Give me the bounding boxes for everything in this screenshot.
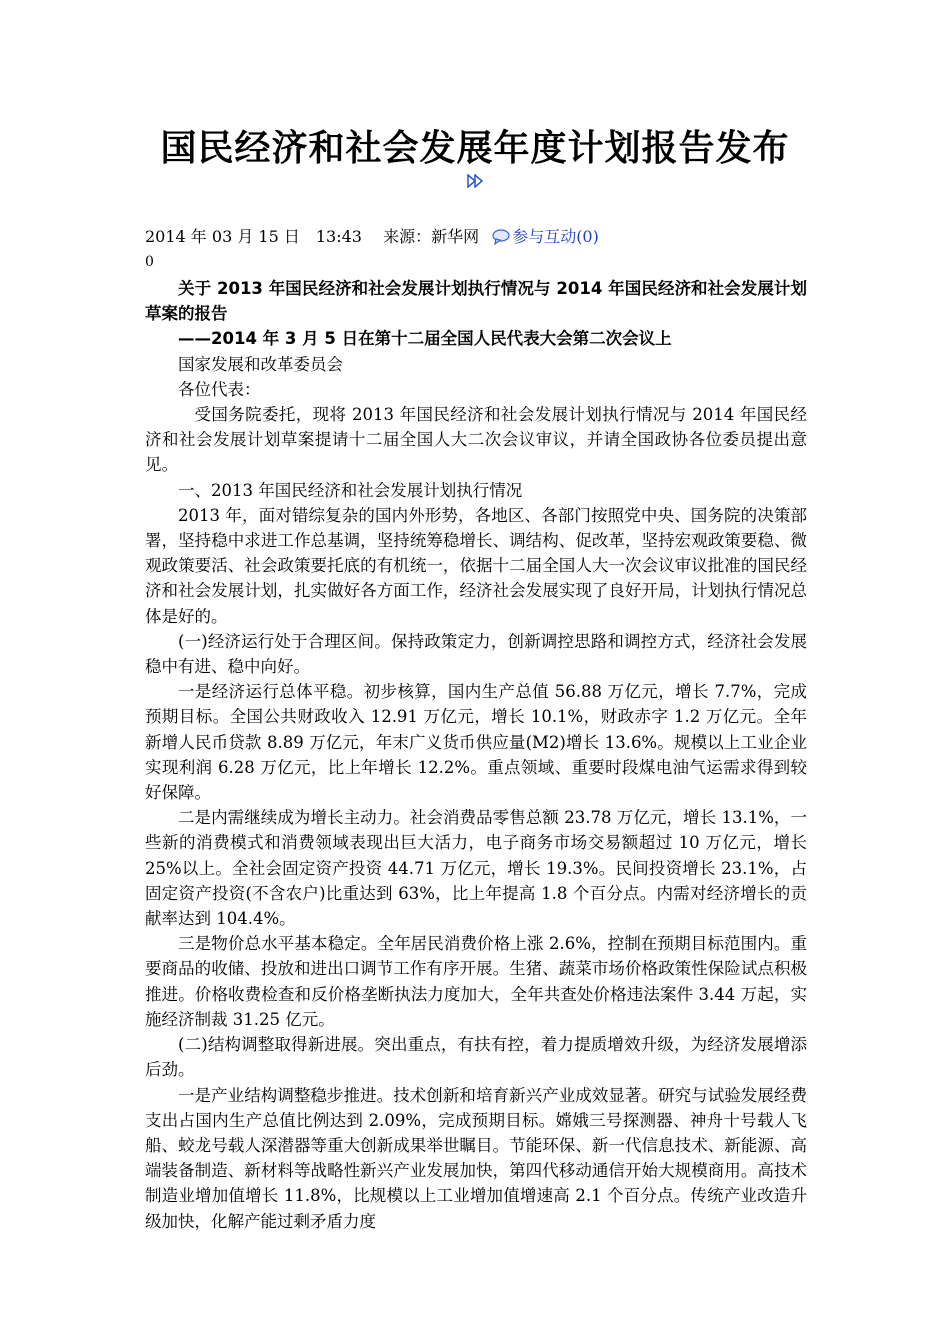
fast-forward-icon[interactable] — [467, 174, 483, 188]
article-meta — [145, 226, 615, 248]
comment-bubble-icon — [492, 229, 510, 245]
publish-date: 2014 年 03 月 15 日 — [145, 227, 300, 246]
news-source: 来源：新华网 — [383, 227, 480, 246]
paragraph: 受国务院委托，现将 2013 年国民经济和社会发展计划执行情况与 2014 年国民经济和社会发展计划草案提请十二届全国人大二次会议审议，并请全国政协各位委员提出意见。 — [145, 405, 807, 475]
page-title: 国民经济和社会发展年度计划报告发布 — [160, 128, 790, 169]
section-heading: 一、2013 年国民经济和社会发展计划执行情况 — [178, 480, 523, 500]
paragraph: 一是产业结构调整稳步推进。技术创新和培育新兴产业成效显著。研究与试验发展经费支出占国内生产总值比例达到 2.09%，完成预期目标。嫦娥三号探测器、神舟十号载人飞船、蛟龙号载人深潜器等重大创新成果举世瞩目。节能环保、新一代信息技术、新能源、高端装备制造、新材料等战略性新兴产业发展加快，第四代移动通信开始大规模商用。高技术制造业增加值增长 11.8%，比规模以上工业增加值增速高 2.1 个百分点。传统产业改造升级加快，化解产能过剩矛盾力度 — [145, 1085, 807, 1231]
paragraph: (二)结构调整取得新进展。突出重点，有扶有控，着力提质增效升级，为经济发展增添后劲。 — [145, 1035, 807, 1080]
paragraph: 三是物价总水平基本稳定。全年居民消费价格上涨 2.6%，控制在预期目标范围内。重要商品的收储、投放和进出口调节工作有序开展。生猪、蔬菜市场价格政策性保险试点积极推进。价格收费检查和反价格垄断执法力度加大，全年共查处价格违法案件 3.44 万起，实施经济制裁 31.25 亿元。 — [145, 934, 807, 1029]
comment-count: 0 — [145, 254, 154, 270]
report-author: 国家发展和改革委员会 — [178, 354, 343, 374]
paragraph: (一)经济运行处于合理区间。保持政策定力，创新调控思路和调控方式，经济社会发展稳中有进、稳中向好。 — [145, 631, 807, 677]
publish-time: 13:43 — [315, 227, 362, 246]
report-subtitle: ——2014 年 3 月 5 日在第十二届全国人民代表大会第二次会议上 — [178, 329, 672, 349]
paragraph: 二是内需继续成为增长主动力。社会消费品零售总额 23.78 万亿元，增长 13.1%，一些新的消费模式和消费领域表现出巨大活力，电子商务市场交易额超过 10 万亿元，增长 25%以上。全社会固定资产投资 44.71 万亿元，增长 19.3%。民间投资增长 23.1%，占固定资产投资(不含农户)比重达到 63%，比上年提高 1.8 个百分点。内需对经济增长的贡献率达到 104.4%。 — [145, 808, 807, 929]
article-body — [145, 276, 807, 1234]
paragraph: 一是经济运行总体平稳。初步核算，国内生产总值 56.88 万亿元，增长 7.7%，完成预期目标。全国公共财政收入 12.91 万亿元，增长 10.1%，财政赤字 1.2 万亿元。全年新增人民币贷款 8.89 万亿元，年末广义货币供应量(M2)增长 13.6%。规模以上工业企业实现利润 6.28 万亿元，比上年增长 12.2%。重点领域、重要时段煤电油气运需求得到较好保障。 — [145, 682, 807, 803]
paragraph: 2013 年，面对错综复杂的国内外形势，各地区、各部门按照党中央、国务院的决策部署，坚持稳中求进工作总基调，坚持统筹稳增长、调结构、促改革，坚持宏观政策要稳、微观政策要活、社会政策要托底的有机统一，依据十二届全国人大一次会议审议批准的国民经济和社会发展计划，扎实做好各方面工作，经济社会发展实现了良好开局，计划执行情况总体是好的。 — [145, 505, 807, 626]
interact-label: 参与互动(0) — [512, 227, 599, 246]
report-title: 关于 2013 年国民经济和社会发展计划执行情况与 2014 年国民经济和社会发展计划草案的报告 — [145, 279, 807, 324]
salutation: 各位代表： — [178, 379, 261, 399]
interact-link[interactable] — [492, 227, 615, 246]
